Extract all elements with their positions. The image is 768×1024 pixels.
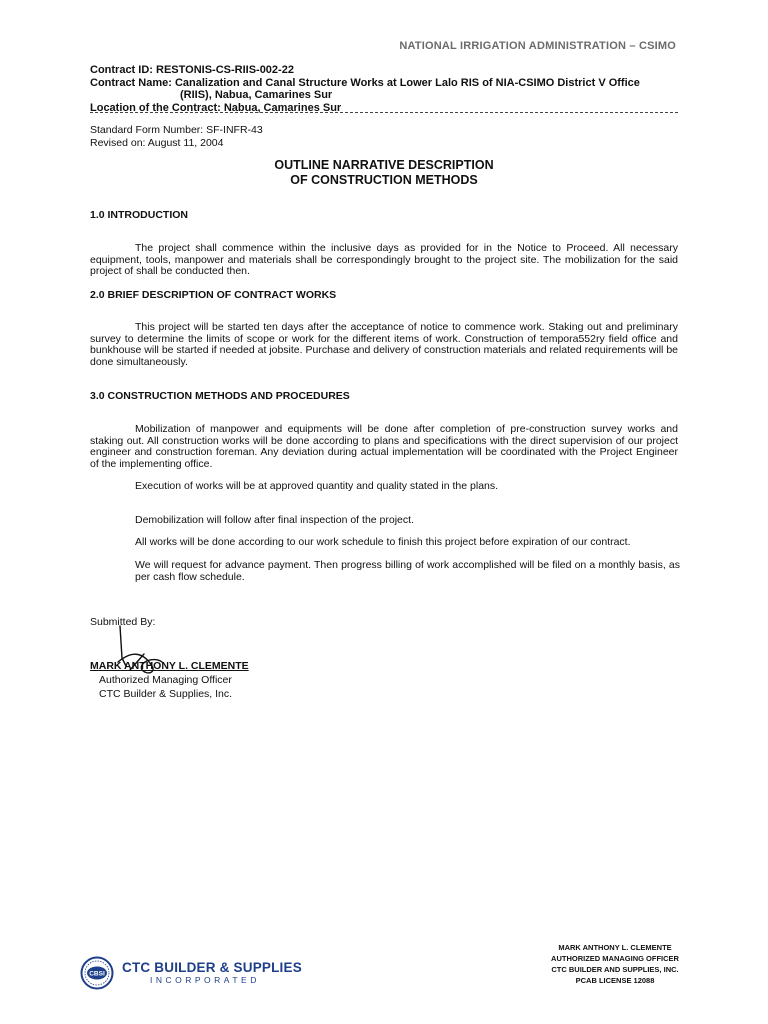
- brief-text: This project will be started ten days after the acceptance of notice to commence work. Staking out and preliminary survey to determine the limits of scope or work for the different items of work. Construction of tempora552ry field office and bunkhouse will be started if needed at jobsite. Purchase and delivery of construction materials and related requirements will be done simultaneously.: [90, 321, 678, 368]
- revised-date: Revised on: August 11, 2004: [90, 136, 224, 149]
- signer-name: MARK ANTHONY L. CLEMENTE: [90, 660, 249, 672]
- title-line-1: OUTLINE NARRATIVE DESCRIPTION: [274, 158, 494, 172]
- company-seal-icon: [80, 956, 114, 990]
- footer-stamp: [520, 942, 710, 986]
- schedule-paragraph: All works will be done according to our work schedule to finish this project before expiration of our contract.: [135, 536, 631, 548]
- title-line-2: OF CONSTRUCTION METHODS: [290, 173, 478, 187]
- company-logo: [80, 956, 302, 990]
- intro-paragraph: [90, 243, 678, 278]
- logo-badge-text: CBSI: [89, 970, 105, 978]
- methods-paragraph: [90, 424, 678, 470]
- stamp-role: AUTHORIZED MANAGING OFFICER: [551, 954, 679, 963]
- intro-text: The project shall commence within the inclusive days as provided for in the Notice to Proceed. All necessary equipment, tools, manpower and materials shall be correspondingly brought to the project site. The mobilization for the said project of shall be conducted then.: [90, 242, 678, 277]
- methods-heading: 3.0 CONSTRUCTION METHODS AND PROCEDURES: [90, 390, 350, 402]
- brief-heading: 2.0 BRIEF DESCRIPTION OF CONTRACT WORKS: [90, 289, 337, 301]
- logo-name: CTC BUILDER & SUPPLIES: [122, 960, 302, 975]
- contract-location: Location of the Contract: Nabua, Camarines Sur: [90, 101, 342, 114]
- methods-text: Mobilization of manpower and equipments will be done after completion of pre-construction survey works and staking out. All construction works will be done according to plans and specifications with the direct supervision of our project engineer and construction foreman. Any deviation during actual implementation will be coordinated with the Project Engineer of the implementing office.: [90, 423, 678, 470]
- contract-name: Contract Name: Canalization and Canal Structure Works at Lower Lalo RIS of NIA-CSIMO District V Office: [90, 76, 640, 89]
- execution-paragraph: Execution of works will be at approved quantity and quality stated in the plans.: [135, 480, 499, 492]
- demobilization-paragraph: Demobilization will follow after final inspection of the project.: [135, 514, 414, 526]
- form-info: [90, 124, 263, 149]
- payment-paragraph: We will request for advance payment. Then progress billing of work accomplished will be filed on a monthly basis, as per cash flow schedule.: [135, 559, 680, 583]
- dashed-divider: [90, 112, 678, 113]
- signer-role: Authorized Managing Officer: [99, 674, 232, 686]
- stamp-company: CTC BUILDER AND SUPPLIES, INC.: [551, 965, 679, 974]
- intro-heading: 1.0 INTRODUCTION: [90, 209, 189, 221]
- standard-form-number: Standard Form Number: SF-INFR-43: [90, 124, 263, 136]
- contract-name-cont: (RIIS), Nabua, Camarines Sur: [180, 89, 333, 101]
- agency-header: NATIONAL IRRIGATION ADMINISTRATION – CSIMO: [399, 40, 676, 52]
- contract-id: Contract ID: RESTONIS-CS-RIIS-002-22: [90, 64, 294, 76]
- signer-company: CTC Builder & Supplies, Inc.: [99, 688, 233, 700]
- brief-paragraph: [90, 322, 678, 368]
- stamp-name: MARK ANTHONY L. CLEMENTE: [558, 943, 672, 952]
- document-title: [0, 158, 768, 188]
- stamp-license: PCAB LICENSE 12088: [575, 976, 655, 985]
- contract-info: [90, 64, 690, 114]
- submitted-by-label: Submitted By:: [90, 616, 156, 628]
- logo-subtitle: INCORPORATED: [150, 975, 260, 985]
